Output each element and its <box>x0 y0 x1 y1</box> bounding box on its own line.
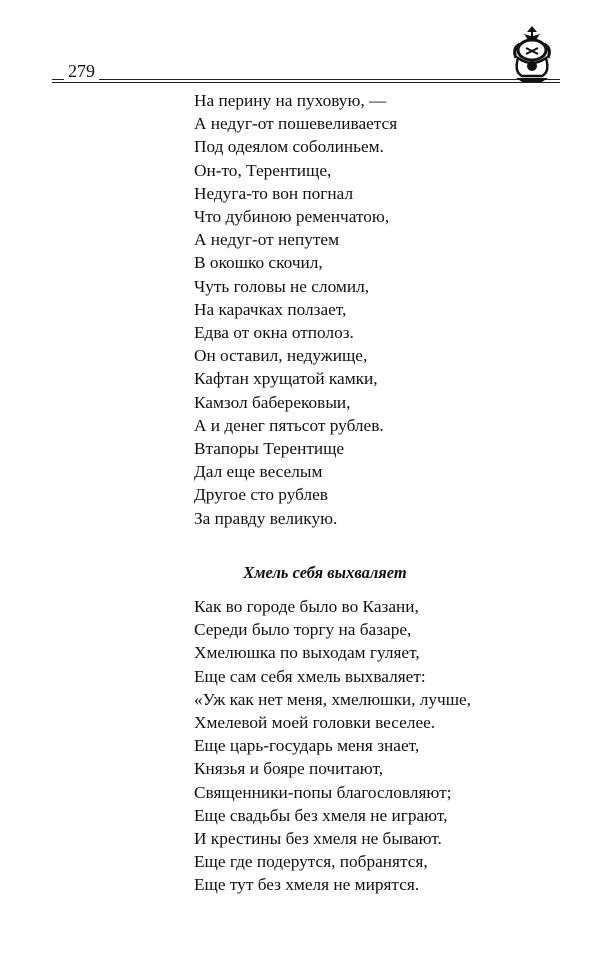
verse-line: Еще царь-государь меня знает, <box>194 736 420 756</box>
verse-line: Еще где подерутся, побранятся, <box>194 852 428 872</box>
verse-line: Еще сам себя хмель выхваляет: <box>194 666 426 686</box>
page-number: 279 <box>64 62 99 80</box>
verse-line: Едва от окна отполоз. <box>194 323 354 343</box>
verse-line: За правду великую. <box>194 508 338 528</box>
verse-line: Князья и бояре почитают, <box>194 759 384 779</box>
verse-line: На карачках ползает, <box>194 299 347 319</box>
ornament-icon <box>506 24 558 84</box>
verse-line: Хмелюшка по выходам гуляет, <box>194 643 420 663</box>
verse-line: «Уж как нет меня, хмелюшки, лучше, <box>194 689 471 709</box>
verse-line: Под одеялом соболиньем. <box>194 137 384 157</box>
verse-line: А и денег пятьсот рублев. <box>194 415 384 435</box>
verse-line: На перину на пуховую, — <box>194 91 387 110</box>
verse-line: Священники-попы благословляют; <box>194 782 452 802</box>
verse-line: В окошко скочил, <box>194 253 323 273</box>
verse-line: Еще свадьбы без хмеля не играют, <box>194 805 448 825</box>
verse-line: Он оставил, недужище, <box>194 346 368 366</box>
verse-line: Недуга-то вон погнал <box>194 183 354 203</box>
verse-line: Втапоры Терентище <box>194 439 345 459</box>
verse-line: Дал еще веселым <box>194 462 323 482</box>
poem-stanza-2 <box>194 595 471 897</box>
poem-title: Хмель себя выхваляет <box>243 563 407 582</box>
verse-line: А недуг-от непутем <box>194 230 340 250</box>
verse-line: Чуть головы не сломил, <box>194 276 370 296</box>
verse-line: Другое сто рублев <box>194 485 328 505</box>
verse-line: А недуг-от пошевеливается <box>194 114 398 134</box>
verse-line: Кафтан хрущатой камки, <box>194 369 378 389</box>
verse-line: Хмелевой моей головки веселее. <box>194 713 436 733</box>
verse-line: Середи было торгу на базаре, <box>194 620 412 640</box>
verse-line: И крестины без хмеля не бывают. <box>194 829 442 849</box>
poem-stanza-1 <box>194 89 397 530</box>
verse-line: Еще тут без хмеля не мирятся. <box>194 875 420 895</box>
verse-line: Как во городе было во Казани, <box>194 597 419 616</box>
verse-line: Что дубиною ременчатою, <box>194 207 390 227</box>
header-rule <box>52 79 560 83</box>
verse-line: Камзол баберековыи, <box>194 392 351 412</box>
verse-line: Он-то, Терентище, <box>194 160 332 180</box>
